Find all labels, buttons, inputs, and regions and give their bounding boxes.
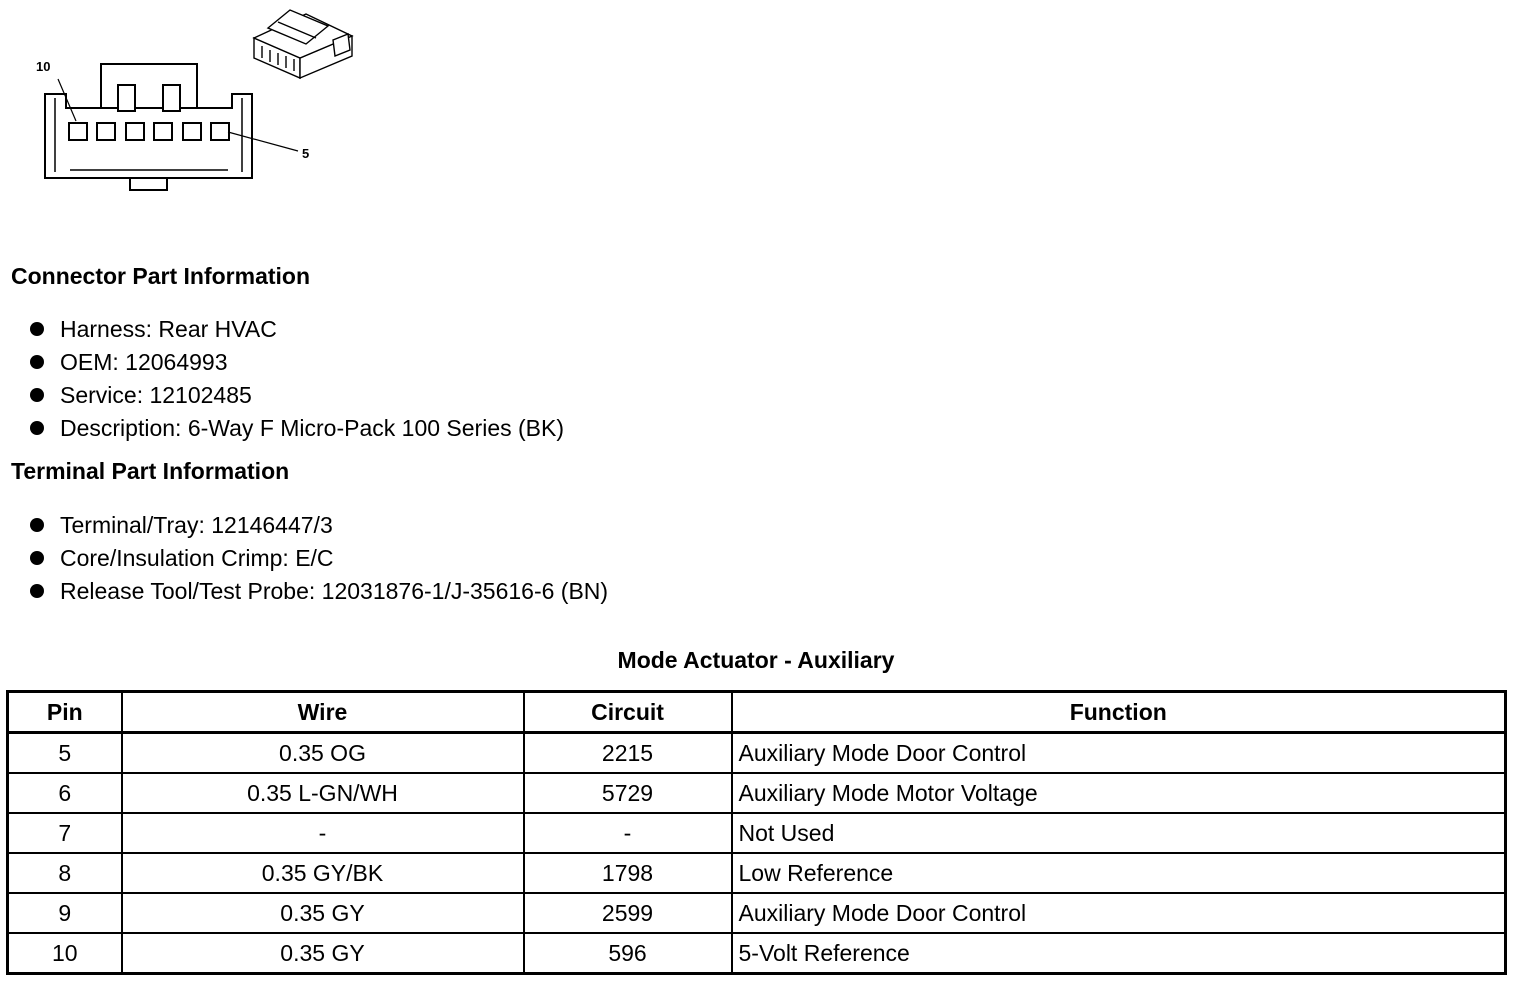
wire-cell: - [122, 813, 524, 853]
table-row [8, 733, 1506, 774]
bullet-icon [30, 355, 44, 369]
circuit-cell: 2215 [524, 733, 732, 774]
function-cell: Auxiliary Mode Door Control [732, 893, 1506, 933]
bullet-icon [30, 322, 44, 336]
wire-cell: 0.35 OG [122, 733, 524, 774]
circuit-cell: - [524, 813, 732, 853]
connector-diagram [0, 0, 380, 200]
list-item: Core/Insulation Crimp: E/C [30, 542, 608, 575]
bullet-icon [30, 421, 44, 435]
pinout-table [6, 690, 1507, 975]
pin-cell: 10 [8, 933, 122, 974]
column-header-wire: Wire [122, 692, 524, 733]
bullet-icon [30, 388, 44, 402]
wire-cell: 0.35 L-GN/WH [122, 773, 524, 813]
function-cell: Not Used [732, 813, 1506, 853]
column-header-pin: Pin [8, 692, 122, 733]
column-header-circuit: Circuit [524, 692, 732, 733]
pin-label-5: 5 [302, 146, 310, 161]
table-row [8, 773, 1506, 813]
connector-isometric-view [254, 10, 352, 78]
bullet-icon [30, 551, 44, 565]
connector-front-view [45, 64, 298, 190]
circuit-cell: 2599 [524, 893, 732, 933]
function-cell: Low Reference [732, 853, 1506, 893]
pin-label-10: 10 [36, 59, 51, 74]
list-item: Release Tool/Test Probe: 12031876-1/J-35616-6 (BN) [30, 575, 608, 608]
pin-cell: 8 [8, 853, 122, 893]
pin-cell: 9 [8, 893, 122, 933]
list-item: Terminal/Tray: 12146447/3 [30, 509, 608, 542]
list-item: OEM: 12064993 [30, 346, 564, 379]
wire-cell: 0.35 GY [122, 933, 524, 974]
table-header-row [8, 692, 1506, 733]
terminal-info-heading: Terminal Part Information [11, 458, 290, 484]
column-header-function: Function [732, 692, 1506, 733]
list-item: Description: 6-Way F Micro-Pack 100 Series (BK) [30, 412, 564, 445]
table-row [8, 853, 1506, 893]
connector-info-list [30, 313, 564, 445]
function-cell: Auxiliary Mode Motor Voltage [732, 773, 1506, 813]
wire-cell: 0.35 GY/BK [122, 853, 524, 893]
function-cell: 5-Volt Reference [732, 933, 1506, 974]
bullet-icon [30, 584, 44, 598]
circuit-cell: 5729 [524, 773, 732, 813]
table-row [8, 813, 1506, 853]
bullet-icon [30, 518, 44, 532]
function-cell: Auxiliary Mode Door Control [732, 733, 1506, 774]
circuit-cell: 1798 [524, 853, 732, 893]
pin-cell: 7 [8, 813, 122, 853]
pin-cell: 5 [8, 733, 122, 774]
circuit-cell: 596 [524, 933, 732, 974]
wire-cell: 0.35 GY [122, 893, 524, 933]
connector-info-heading: Connector Part Information [11, 263, 311, 289]
table-row [8, 893, 1506, 933]
terminal-info-list [30, 509, 608, 608]
table-title: Mode Actuator - Auxiliary [617, 647, 895, 673]
list-item: Service: 12102485 [30, 379, 564, 412]
pin-cell: 6 [8, 773, 122, 813]
list-item: Harness: Rear HVAC [30, 313, 564, 346]
table-row [8, 933, 1506, 974]
